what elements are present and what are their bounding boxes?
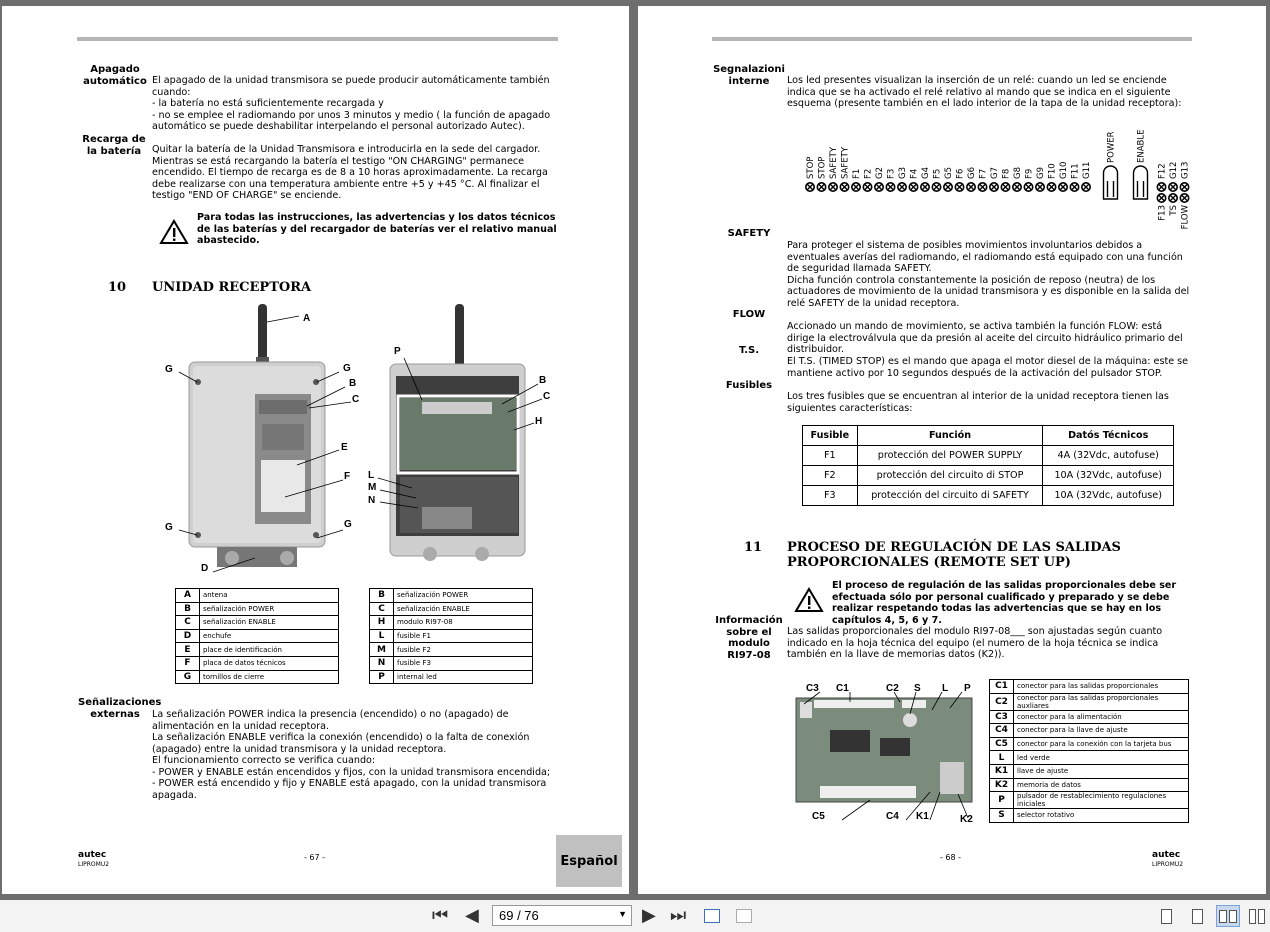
- legend-row: [176, 670, 339, 684]
- led-label: G11: [1082, 161, 1092, 179]
- led-label: F1: [852, 168, 862, 179]
- legend-key: C1: [990, 680, 1014, 694]
- legend-row: [990, 792, 1189, 809]
- fuse-row: F2 protección del circuito di STOP 10A (32Vdc, autofuse): [803, 466, 1174, 486]
- warning-icon: [794, 587, 824, 613]
- led-indicator: [1070, 183, 1078, 191]
- external-signals-text: La señalización POWER indica la presencia (encendido) o no (apagado) de alimentación en la unidad receptora. La señalización ENABLE verifica la conexión (encendido) o la falta de conexión (apagado) entre la unidad transmisora y la unidad receptora. El funcionamiento correcto se verifica cuando: - POWER y ENABLE están encendidos y fijos, con la unidad transmisora encendida; - POWER está encendido y fijo y ENABLE está apagado, con la unidad transmisora apagada.: [152, 709, 551, 801]
- callout-B: B: [539, 375, 547, 386]
- last-page-icon[interactable]: ⏭: [670, 905, 687, 926]
- module-legend-table: [989, 679, 1189, 823]
- led-indicator: [898, 183, 906, 191]
- led-label: F9: [1024, 168, 1035, 179]
- led-label: F3: [886, 168, 897, 179]
- fuse-table: [802, 425, 1174, 506]
- led-indicator: [921, 183, 929, 191]
- callout-F: F: [344, 471, 351, 482]
- board-callout: K2: [960, 814, 973, 825]
- legend-row: [370, 656, 533, 670]
- legend-row: [990, 710, 1189, 724]
- led-indicator: [1013, 183, 1021, 191]
- callout-A: A: [303, 313, 311, 324]
- led-label: STOP: [817, 156, 828, 179]
- legend-desc: señalización POWER: [200, 602, 339, 616]
- label-battery-charge: Recarga de la batería: [82, 134, 146, 157]
- led-label: F11: [1070, 163, 1081, 179]
- led-indicator: [967, 183, 975, 191]
- board-callout: C3: [806, 683, 819, 694]
- legend-desc: conector para las salidas proporcionales auxliares: [1014, 693, 1189, 710]
- language-tab: Español: [556, 835, 622, 887]
- led-label: F13: [1157, 205, 1168, 221]
- led-indicator: [1157, 194, 1165, 202]
- led-indicator: [852, 183, 860, 191]
- led-indicator: [817, 183, 825, 191]
- legend-key: L: [370, 629, 394, 643]
- led-label: F7: [978, 168, 989, 179]
- legend-table-left: [175, 588, 339, 684]
- board-callout: C5: [812, 811, 825, 822]
- fuse-row: F1 protección del POWER SUPPLY 4A (32Vdc, autofuse): [803, 446, 1174, 466]
- led-indicator: [1180, 194, 1188, 202]
- chevron-down-icon[interactable]: ▼: [618, 909, 627, 919]
- led-indicator: [1001, 183, 1009, 191]
- legend-row: [176, 602, 339, 616]
- legend-key: G: [176, 670, 200, 684]
- board-callout: K1: [916, 811, 929, 822]
- two-page-continuous-icon[interactable]: [1246, 905, 1268, 927]
- callout-G: G: [165, 522, 173, 533]
- callout-L: L: [368, 470, 375, 481]
- callout-P: P: [394, 346, 401, 357]
- page-value: 69 / 76: [499, 908, 539, 923]
- fuse-header: Fusible: [803, 426, 858, 446]
- legend-desc: enchufe: [200, 629, 339, 643]
- legend-desc: led verde: [1014, 751, 1189, 765]
- led-indicator: [1036, 183, 1044, 191]
- section-title: PROCESO DE REGULACIÓN DE LAS SALIDAS PROPORCIONALES (REMOTE SET UP): [787, 540, 1121, 570]
- legend-table-right: [369, 588, 533, 684]
- legend-key: N: [370, 656, 394, 670]
- legend-desc: conector para la llave de ajuste: [1014, 724, 1189, 738]
- legend-desc: fusible F1: [394, 629, 533, 643]
- right-page: [638, 6, 1266, 894]
- legend-row: [370, 589, 533, 603]
- fuse-header: Datós Técnicos: [1043, 426, 1174, 446]
- legend-desc: memoria de datos: [1014, 778, 1189, 792]
- label-ts: T.S.: [738, 345, 760, 356]
- led-label: POWER: [1106, 131, 1117, 163]
- legend-row: [370, 616, 533, 630]
- led-indicator: [978, 183, 986, 191]
- receiver-open-image: [362, 302, 557, 564]
- legend-key: L: [990, 751, 1014, 765]
- autec-logo: autec LIPROMU2: [78, 850, 110, 868]
- led-indicator: [1169, 194, 1177, 202]
- fuses-text: Los tres fusibles que se encuentran al interior de la unidad receptora tienen las siguientes características:: [787, 391, 1169, 414]
- callout-G: G: [344, 519, 352, 530]
- label-auto-shutdown: Apagado automático: [83, 64, 147, 87]
- single-page-icon[interactable]: [1154, 905, 1178, 927]
- callout-H: H: [535, 416, 543, 427]
- led-label: G8: [1013, 167, 1023, 179]
- board-callout: P: [964, 683, 971, 694]
- legend-desc: pulsador de restablecimiento regulaciones iniciales: [1014, 792, 1189, 809]
- led-label: G10: [1059, 161, 1069, 179]
- board-callout: C1: [836, 683, 849, 694]
- receiver-closed-image: [157, 302, 360, 574]
- led-label: F5: [932, 168, 943, 179]
- led-label: G6: [967, 167, 977, 179]
- auto-shutdown-text: El apagado de la unidad transmisora se puede producir automáticamente también cuando: - la batería no está suficientemente recargada y - no se emplee el radiomando por unos 3 minutos y medio ( la función de apagado automático se puede deshabilitar interpelando el personal autorizado Autec).: [152, 75, 551, 132]
- warning-text: Para todas las instrucciones, las advertencias y los datos técnicos de las baterías y del recargador de baterías ver el relativo manual abastecido.: [197, 212, 557, 246]
- label-info-module: Información sobre el modulo RI97-08: [715, 615, 783, 661]
- page-selector[interactable]: [492, 905, 632, 926]
- label-internal-signals: Segnalazioni interne: [713, 64, 785, 87]
- board-callout: L: [942, 683, 949, 694]
- legend-desc: fusible F2: [394, 643, 533, 657]
- legend-row: [176, 589, 339, 603]
- led-indicator: [863, 183, 871, 191]
- led-indicator: [840, 183, 848, 191]
- legend-row: [370, 643, 533, 657]
- legend-key: K1: [990, 764, 1014, 778]
- callout-C: C: [543, 391, 551, 402]
- legend-row: [990, 751, 1189, 765]
- section-title: UNIDAD RECEPTORA: [152, 280, 312, 295]
- fit-width-icon[interactable]: [732, 905, 756, 927]
- legend-desc: selector rotativo: [1014, 809, 1189, 823]
- legend-desc: place de identificación: [200, 643, 339, 657]
- legend-desc: conector para las salidas proporcionales: [1014, 680, 1189, 694]
- led-indicator: [990, 183, 998, 191]
- led-indicator: [875, 183, 883, 191]
- led-label: F8: [1001, 168, 1012, 179]
- legend-desc: placa de datos técnicos: [200, 656, 339, 670]
- led-diagram: [802, 122, 1191, 230]
- led-label: F6: [955, 168, 966, 179]
- callout-N: N: [368, 495, 376, 506]
- led-indicator: [1059, 183, 1067, 191]
- board-callout: S: [914, 683, 921, 694]
- led-label: STOP: [806, 156, 816, 179]
- led-label: G12: [1169, 161, 1179, 179]
- legend-row: [176, 643, 339, 657]
- legend-desc: conector para la alimentación: [1014, 710, 1189, 724]
- led-label: TS: [1169, 205, 1179, 216]
- relay-symbol: [1134, 166, 1148, 199]
- led-label: G13: [1180, 161, 1191, 179]
- callout-E: E: [341, 442, 348, 453]
- legend-desc: señalización ENABLE: [394, 602, 533, 616]
- header-rule: [712, 37, 1192, 41]
- label-flow: FLOW: [732, 309, 766, 320]
- board-callout: C4: [886, 811, 899, 822]
- legend-desc: antena: [200, 589, 339, 603]
- info-module-text: Las salidas proporcionales del modulo RI97-08___ son ajustadas según cuanto indicado en la hoja técnica del equipo (el numero de la hoja técnica se indica también en la llave de memorias datos (K2)).: [787, 626, 1163, 660]
- internal-signals-text: Los led presentes visualizan la inserción de un relé: cuando un led se enciende indica que se ha activado el relé relativo al mando que se indica en el siguiente esquema (presente también en el lado interior de la tapa de la unidad receptora):: [787, 75, 1182, 109]
- legend-row: [990, 778, 1189, 792]
- legend-row: [176, 656, 339, 670]
- legend-row: [370, 602, 533, 616]
- legend-key: B: [370, 589, 394, 603]
- legend-desc: señalización ENABLE: [200, 616, 339, 630]
- header-rule: [77, 37, 558, 41]
- prev-page-icon[interactable]: ◀: [465, 905, 479, 926]
- next-page-icon[interactable]: ▶: [642, 905, 656, 926]
- led-indicator: [1082, 183, 1090, 191]
- led-indicator: [1180, 183, 1188, 191]
- led-label: G4: [921, 167, 931, 179]
- legend-desc: internal led: [394, 670, 533, 684]
- led-label: F10: [1047, 163, 1058, 179]
- legend-desc: tornillos de cierre: [200, 670, 339, 684]
- callout-D: D: [201, 563, 209, 574]
- legend-key: A: [176, 589, 200, 603]
- label-fuses: Fusibles: [725, 380, 773, 391]
- callout-C: C: [352, 394, 360, 405]
- led-label: SAFETY: [840, 146, 851, 179]
- legend-key: E: [176, 643, 200, 657]
- led-label: SAFETY: [829, 146, 839, 179]
- callout-G: G: [165, 364, 173, 375]
- led-indicator: [1024, 183, 1032, 191]
- led-indicator: [932, 183, 940, 191]
- legend-desc: señalización POWER: [394, 589, 533, 603]
- fuse-row: F3 protección del circuito di SAFETY 10A (32Vdc, autofuse): [803, 486, 1174, 506]
- legend-desc: llave de ajuste: [1014, 764, 1189, 778]
- led-indicator: [829, 183, 837, 191]
- warning-icon: [159, 219, 189, 245]
- legend-key: C3: [990, 710, 1014, 724]
- legend-row: [990, 737, 1189, 751]
- legend-key: M: [370, 643, 394, 657]
- callout-G: G: [343, 363, 351, 374]
- led-indicator: [1169, 183, 1177, 191]
- safety-text: Para proteger el sistema de posibles movimientos involuntarios debidos a eventuales averías del radiomando, el radiomando está equipado con una función de seguridad llamada SAFETY. Dicha función controla constantemente la posición de reposo (neutra) de los actuadores de movimiento de la unidad transmisora y es disponible en la salida del relé SAFETY de la unidad receptora.: [787, 240, 1190, 309]
- two-page-icon[interactable]: [1216, 905, 1240, 927]
- led-indicator: [909, 183, 917, 191]
- legend-key: K2: [990, 778, 1014, 792]
- page-number: - 68 -: [940, 853, 962, 862]
- flow-text: Accionado un mando de movimiento, se activa también la función FLOW: está dirige la electroválvula que da presión al aceite del circuito hidráulico primario del distribuidor.: [787, 321, 1183, 355]
- warning-text: El proceso de regulación de las salidas proporcionales debe ser efectuada sólo por personal cualificado y preparado y se debe realizar respetando todas las advertencias que se hay en los capítulos 4, 5, 6 y 7.: [832, 580, 1177, 626]
- led-label: F2: [863, 168, 874, 179]
- legend-key: C5: [990, 737, 1014, 751]
- legend-key: C: [176, 616, 200, 630]
- led-label: FLOW: [1180, 205, 1191, 230]
- legend-key: C4: [990, 724, 1014, 738]
- legend-row: [370, 670, 533, 684]
- led-indicator: [944, 183, 952, 191]
- continuous-icon[interactable]: [1185, 905, 1209, 927]
- legend-row: [176, 629, 339, 643]
- led-indicator: [886, 183, 894, 191]
- led-label: G7: [990, 167, 1000, 179]
- legend-row: [176, 616, 339, 630]
- led-indicator: [1047, 183, 1055, 191]
- page-number: - 67 -: [304, 853, 326, 862]
- led-label: G5: [944, 167, 954, 179]
- module-board-image: [790, 674, 982, 824]
- fuse-header: Función: [857, 426, 1043, 446]
- legend-key: C: [370, 602, 394, 616]
- led-label: ENABLE: [1136, 129, 1147, 163]
- legend-key: P: [990, 792, 1014, 809]
- legend-key: P: [370, 670, 394, 684]
- led-indicator: [955, 183, 963, 191]
- legend-desc: conector para la conexión con la tarjeta bus: [1014, 737, 1189, 751]
- legend-row: [370, 629, 533, 643]
- legend-key: B: [176, 602, 200, 616]
- label-safety: SAFETY: [727, 228, 771, 239]
- led-label: G2: [875, 167, 885, 179]
- callout-M: M: [368, 482, 377, 493]
- legend-row: [990, 680, 1189, 694]
- legend-key: F: [176, 656, 200, 670]
- legend-row: [990, 724, 1189, 738]
- led-indicator: [806, 183, 814, 191]
- viewer-toolbar: [0, 900, 1270, 932]
- battery-charge-text: Quitar la batería de la Unidad Transmisora e introducirla en la sede del cargador. Mientras se está recargando la batería el testigo "ON CHARGING" permanece encendido. El tiempo de recarga es de 8 a 10 horas aproximadamente. La recarga debe realizarse con una temperatura ambiente entre +5 y +45 °C. Al finalizar el testigo "END OF CHARGE" se enciende.: [152, 144, 548, 201]
- fit-page-icon[interactable]: [700, 905, 724, 927]
- legend-row: [990, 693, 1189, 710]
- led-label: F4: [909, 168, 920, 179]
- led-label: F12: [1157, 163, 1168, 179]
- led-indicator: [1157, 183, 1165, 191]
- legend-desc: fusible F3: [394, 656, 533, 670]
- relay-symbol: [1104, 166, 1118, 199]
- section-number: 10: [108, 280, 127, 295]
- board-callout: C2: [886, 683, 899, 694]
- legend-key: C2: [990, 693, 1014, 710]
- led-label: G9: [1036, 167, 1046, 179]
- section-number: 11: [744, 540, 763, 555]
- autec-logo: autec LIPROMU2: [1152, 850, 1184, 868]
- callout-B: B: [349, 378, 357, 389]
- first-page-icon[interactable]: ⏮: [432, 905, 449, 926]
- legend-key: H: [370, 616, 394, 630]
- legend-row: [990, 764, 1189, 778]
- led-label: G3: [898, 167, 908, 179]
- legend-row: [990, 809, 1189, 823]
- ts-text: El T.S. (TIMED STOP) es el mando que apaga el motor diesel de la máquina: este se mantiene activo por 10 segundos después de la activación del pulsador STOP.: [787, 356, 1189, 379]
- legend-key: S: [990, 809, 1014, 823]
- legend-key: D: [176, 629, 200, 643]
- legend-desc: modulo RI97-08: [394, 616, 533, 630]
- left-page: [2, 6, 629, 894]
- label-external-signals: Señalizaciones externas: [78, 697, 162, 720]
